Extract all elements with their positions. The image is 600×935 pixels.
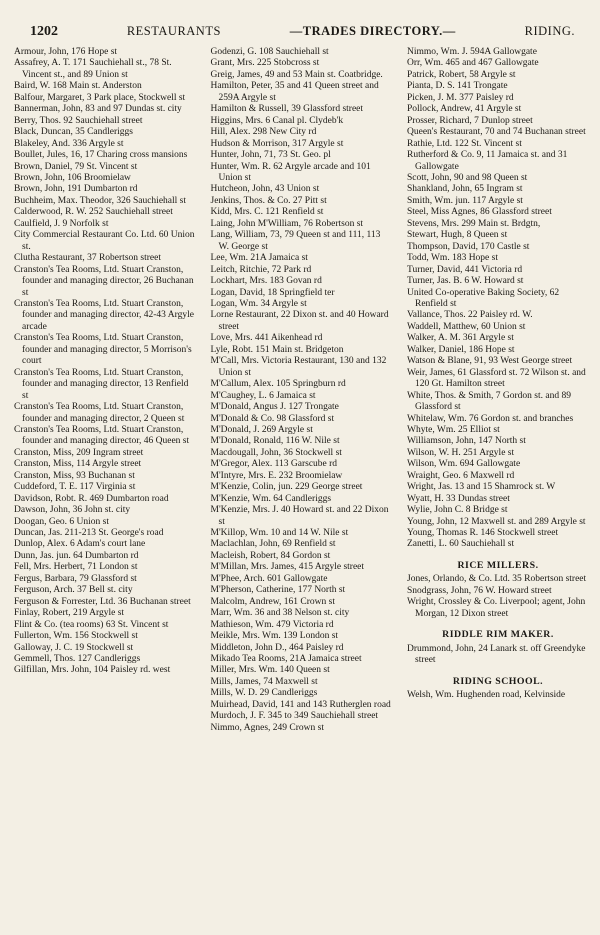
directory-entry: Turner, Jas. B. 6 W. Howard st: [407, 276, 524, 287]
directory-entry: Hamilton & Russell, 39 Glassford street: [210, 104, 364, 115]
directory-entry: Lockhart, Mrs. 183 Govan rd: [210, 276, 322, 287]
directory-entry: Cranston, Miss, 209 Ingram street: [14, 447, 144, 458]
directory-entry: Bannerman, John, 83 and 97 Dundas st. city: [14, 104, 182, 115]
directory-entry: Baird, W. 168 Main st. Anderston: [14, 81, 142, 92]
directory-entry: Mills, James, 74 Maxwell st: [210, 676, 318, 687]
directory-entry: Lyle, Robt. 151 Main st. Bridgeton: [210, 344, 344, 355]
directory-entry: M'Kenzie, Colin, jun. 229 George street: [210, 482, 363, 493]
directory-entry: Assafrey, A. T. 171 Sauchiehall st., 78 St. Vincent st., and 89 Union st: [14, 58, 172, 80]
directory-entry: Cranston's Tea Rooms, Ltd. Stuart Cranston, founder and managing director, 5 Morrison's court: [14, 333, 192, 367]
directory-entry: Balfour, Margaret, 3 Park place, Stockwell st: [14, 92, 186, 103]
directory-entry: Maclachlan, John, 69 Renfield st: [210, 539, 336, 550]
header-right-title: RIDING.: [524, 24, 575, 38]
directory-entry: Steel, Miss Agnes, 86 Glassford street: [407, 207, 552, 218]
directory-entry: Wright, Jas. 13 and 15 Shamrock st. W: [407, 482, 556, 493]
directory-entry: City Commercial Restaurant Co. Ltd. 60 Union st.: [14, 230, 195, 252]
directory-entry: M'Killop, Wm. 10 and 14 W. Nile st: [210, 528, 349, 539]
directory-entry: Wright, Crossley & Co. Liverpool; agent, John Morgan, 12 Dixon street: [407, 597, 586, 619]
directory-entry: M'Donald, Angus J. 127 Trongate: [210, 402, 339, 413]
directory-entry: Blakeley, And. 336 Argyle st: [14, 138, 124, 149]
directory-entry: Lang, William, 73, 79 Queen st and 111, 113 W. George st: [210, 230, 381, 252]
directory-entry: Miller, Mrs. Wm. 140 Queen st: [210, 665, 330, 676]
directory-entry: Scott, John, 90 and 98 Queen st: [407, 172, 528, 183]
directory-entry: Fullerton, Wm. 156 Stockwell st: [14, 631, 138, 642]
directory-entry: M'Donald, J. 269 Argyle st: [210, 424, 313, 435]
directory-entry: United Co-operative Baking Society, 62 Renfield st: [407, 287, 560, 309]
directory-entry: Cranston's Tea Rooms, Ltd. Stuart Cranston, founder and managing director, 2 Queen st: [14, 402, 185, 424]
directory-entry: Laing, John M'William, 76 Robertson st: [210, 218, 364, 229]
directory-entry: Black, Duncan, 35 Candleriggs: [14, 127, 133, 138]
directory-entry: Hill, Alex. 298 New City rd: [210, 127, 317, 138]
directory-entry: Hunter, John, 71, 73 St. Geo. pl: [210, 150, 331, 161]
directory-entry: Flint & Co. (tea rooms) 63 St. Vincent st: [14, 619, 169, 630]
directory-entry: Cranston's Tea Rooms, Ltd. Stuart Cranston, founder and managing director, 42-43 Argyle arcade: [14, 298, 194, 332]
directory-entry: Rutherford & Co. 9, 11 Jamaica st. and 31 Gallowgate: [407, 150, 568, 172]
directory-entry: Davidson, Robt. R. 469 Dumbarton road: [14, 493, 169, 504]
directory-entry: M'Kenzie, Wm. 64 Candleriggs: [210, 493, 332, 504]
directory-entry: Waddell, Matthew, 60 Union st: [407, 321, 526, 332]
directory-entry: M'Intyre, Mrs. E. 232 Broomielaw: [210, 470, 343, 481]
directory-entry: Grant, Mrs. 225 Stobcross st: [210, 58, 320, 69]
directory-entry: White, Thos. & Smith, 7 Gordon st. and 89 Glassford st: [407, 390, 571, 413]
directory-entry: Wyatt, H. 33 Dundas street: [407, 493, 510, 504]
directory-entry: Turner, David, 441 Victoria rd: [407, 264, 523, 275]
directory-entry: Buchheim, Max. Theodor, 326 Sauchiehall st: [14, 195, 186, 206]
directory-entry: Logan, David, 18 Springfield ter: [210, 287, 335, 298]
directory-entry: Weir, James, 61 Glassford st. 72 Wilson st. and 120 Gt. Hamilton street: [407, 367, 586, 390]
directory-entry: Queen's Restaurant, 70 and 74 Buchanan street: [407, 127, 586, 138]
directory-entry: Whyte, Wm. 25 Elliot st: [407, 424, 500, 435]
directory-entry: Gilfillan, Mrs. John, 104 Paisley rd. west: [14, 665, 171, 676]
directory-entry: Macleish, Robert, 84 Gordon st: [210, 550, 331, 561]
directory-entry: Brown, Daniel, 79 St. Vincent st: [14, 161, 138, 172]
directory-entry: Armour, John, 176 Hope st: [14, 47, 118, 57]
directory-entry: Wilson, Wm. 694 Gallowgate: [407, 459, 521, 470]
directory-entry: Finlay, Robert, 219 Argyle st: [14, 608, 125, 619]
directory-entry: Mikado Tea Rooms, 21A Jamaica street: [210, 654, 362, 665]
directory-entry: Nimmo, Wm. J. 594A Gallowgate: [407, 47, 537, 57]
directory-entry: Meikle, Mrs. Wm. 139 London st: [210, 631, 339, 642]
directory-entry: Fergus, Barbara, 79 Glassford st: [14, 573, 137, 584]
directory-entry: Mathieson, Wm. 479 Victoria rd: [210, 619, 334, 630]
directory-entry: Stewart, Hugh, 8 Queen st: [407, 230, 508, 241]
directory-entry: Calderwood, R. W. 252 Sauchiehall street: [14, 207, 173, 218]
directory-entry: Walker, A. M. 361 Argyle st: [407, 333, 514, 344]
directory-entry: Cuddeford, T. E. 117 Virginia st: [14, 482, 136, 493]
directory-entry: Greig, James, 49 and 53 Main st. Coatbridge.: [210, 69, 383, 80]
directory-entry: Doogan, Geo. 6 Union st: [14, 516, 109, 527]
directory-entry: Lee, Wm. 21A Jamaica st: [210, 253, 308, 264]
directory-entry: Dunn, Jas. jun. 64 Dumbarton rd: [14, 550, 139, 561]
directory-entry: Watson & Blane, 91, 93 West George street: [407, 356, 573, 367]
page-number: 1202: [30, 24, 58, 39]
directory-entry: Prosser, Richard, 7 Dunlop street: [407, 115, 533, 126]
column-left: [14, 47, 196, 734]
directory-entry: M'Millan, Mrs. James, 415 Argyle street: [210, 562, 365, 573]
directory-entry: Whitelaw, Wm. 76 Gordon st. and branches: [407, 413, 574, 424]
directory-entry: M'Caughey, L. 6 Jamaica st: [210, 390, 316, 401]
directory-entry: Nimmo, Agnes, 249 Crown st: [210, 722, 324, 733]
directory-entry: Macdougall, John, 36 Stockwell st: [210, 447, 342, 458]
directory-columns: [14, 47, 589, 734]
directory-entry: Walker, Daniel, 186 Hope st: [407, 344, 515, 355]
directory-entry: Dawson, John, 36 John st. city: [14, 505, 131, 516]
header-center-title: —TRADES DIRECTORY.—: [289, 24, 456, 38]
directory-entry: Hamilton, Peter, 35 and 41 Queen street and 259A Argyle st: [210, 81, 379, 103]
section-heading: RICE MILLERS.: [457, 559, 539, 571]
directory-entry: Godenzi, G. 108 Sauchiehall st: [210, 47, 329, 57]
directory-entry: Ferguson & Forrester, Ltd. 36 Buchanan street: [14, 596, 191, 607]
directory-entry: Berry, Thos. 92 Sauchiehall street: [14, 115, 143, 126]
directory-entry: Wilson, W. H. 251 Argyle st: [407, 447, 515, 458]
directory-entry: Williamson, John, 147 North st: [407, 436, 526, 447]
header-left-title: RESTAURANTS: [126, 24, 221, 38]
directory-entry: Murdoch, J. F. 345 to 349 Sauchiehall street: [210, 711, 379, 722]
column-middle: [211, 47, 393, 734]
directory-entry: Muirhead, David, 141 and 143 Rutherglen road: [210, 699, 391, 710]
directory-entry: Wylie, John C. 8 Bridge st: [407, 505, 508, 516]
directory-entry: Lorne Restaurant, 22 Dixon st. and 40 Howard street: [210, 310, 389, 332]
directory-entry: M'Gregor, Alex. 113 Garscube rd: [210, 459, 338, 470]
directory-entry: Hunter, Wm. R. 62 Argyle arcade and 101 Union st: [210, 161, 371, 183]
directory-entry: Todd, Wm. 183 Hope st: [407, 253, 498, 264]
directory-entry: Young, John, 12 Maxwell st. and 289 Argyle st: [407, 516, 586, 527]
directory-entry: Marr, Wm. 36 and 38 Nelson st. city: [210, 608, 350, 619]
section-heading: RIDING SCHOOL.: [452, 675, 544, 687]
directory-entry: Stevens, Mrs. 299 Main st. Brdgtn,: [407, 218, 541, 229]
directory-entry: Higgins, Mrs. 6 Canal pl. Clydeb'k: [210, 115, 344, 126]
directory-entry: Leitch, Ritchie, 72 Park rd: [210, 264, 312, 275]
directory-entry: Brown, John, 191 Dumbarton rd: [14, 184, 138, 195]
directory-entry: M'Kenzie, Mrs. J. 40 Howard st. and 22 Dixon st: [210, 505, 389, 527]
directory-entry: Vallance, Thos. 22 Paisley rd. W.: [407, 310, 533, 321]
directory-entry: Middleton, John D., 464 Paisley rd: [210, 642, 344, 653]
section-heading: RIDDLE RIM MAKER.: [442, 629, 554, 641]
directory-entry: Malcolm, Andrew, 161 Crown st: [210, 596, 335, 607]
directory-entry: Love, Mrs. 441 Aikenhead rd: [210, 333, 323, 344]
directory-entry: M'Phee, Arch. 601 Gallowgate: [210, 573, 328, 584]
directory-entry: Kidd, Mrs. C. 121 Renfield st: [210, 207, 324, 218]
directory-entry: M'Callum, Alex. 105 Springburn rd: [210, 379, 346, 390]
directory-entry: Wraight, Geo. 6 Maxwell rd: [407, 470, 515, 481]
directory-entry: M'Donald, Ronald, 116 W. Nile st: [210, 436, 340, 447]
directory-entry: Pollock, Andrew, 41 Argyle st: [407, 104, 522, 115]
directory-entry: Galloway, J. C. 19 Stockwell st: [14, 642, 134, 653]
directory-entry: Jones, Orlando, & Co. Ltd. 35 Robertson street: [407, 574, 587, 585]
directory-entry: Boullet, Jules, 16, 17 Charing cross mansions: [14, 150, 188, 161]
directory-entry: Clutha Restaurant, 37 Robertson street: [14, 253, 161, 264]
directory-entry: Patrick, Robert, 58 Argyle st: [407, 69, 516, 80]
directory-entry: Mills, W. D. 29 Candleriggs: [210, 688, 318, 699]
directory-entry: Cranston, Miss, 114 Argyle street: [14, 459, 142, 470]
directory-entry: Snodgrass, John, 76 W. Howard street: [407, 585, 552, 596]
column-right: [407, 47, 589, 734]
page-header: [30, 24, 575, 40]
directory-entry: Drummond, John, 24 Lanark st. off Greendyke street: [407, 643, 586, 666]
directory-entry: Jenkins, Thos. & Co. 27 Pitt st: [210, 195, 327, 206]
directory-entry: Zanetti, L. 60 Sauchiehall st: [407, 539, 515, 550]
directory-entry: Smith, Wm. jun. 117 Argyle st: [407, 195, 523, 206]
directory-entry: Thompson, David, 170 Castle st: [407, 241, 530, 252]
directory-entry: Gemmell, Thos. 127 Candleriggs: [14, 654, 141, 665]
directory-entry: Cranston's Tea Rooms, Ltd. Stuart Cranston, founder and managing director, 46 Queen st: [14, 424, 190, 447]
directory-entry: Brown, John, 106 Broomielaw: [14, 172, 131, 183]
directory-entry: Young, Thomas R. 146 Stockwell street: [407, 528, 559, 539]
directory-entry: Rathie, Ltd. 122 St. Vincent st: [407, 138, 522, 149]
directory-entry: M'Pherson, Catherine, 177 North st: [210, 585, 346, 596]
directory-entry: Fell, Mrs. Herbert, 71 London st: [14, 562, 138, 573]
directory-entry: M'Call, Mrs. Victoria Restaurant, 130 and 132 Union st: [210, 356, 387, 378]
directory-entry: Caulfield, J. 9 Norfolk st: [14, 218, 109, 229]
directory-entry: Hudson & Morrison, 317 Argyle st: [210, 138, 344, 149]
directory-entry: Shankland, John, 65 Ingram st: [407, 184, 523, 195]
directory-entry: Orr, Wm. 465 and 467 Gallowgate: [407, 58, 539, 69]
directory-entry: Logan, Wm. 34 Argyle st: [210, 298, 307, 309]
directory-entry: Cranston's Tea Rooms, Ltd. Stuart Cranston, founder and managing director, 13 Renfield st: [14, 367, 189, 401]
directory-entry: Duncan, Jas. 211-213 St. George's road: [14, 528, 164, 539]
directory-entry: Hutcheon, John, 43 Union st: [210, 184, 320, 195]
directory-entry: Picken, J. M. 377 Paisley rd: [407, 92, 514, 103]
directory-entry: M'Donald & Co. 98 Glassford st: [210, 413, 335, 424]
directory-entry: Ferguson, Arch. 37 Bell st. city: [14, 585, 133, 596]
directory-entry: Dunlop, Alex. 6 Adam's court lane: [14, 539, 146, 550]
directory-entry: Cranston, Miss, 93 Buchanan st: [14, 470, 135, 481]
directory-entry: Pianta, D. S. 141 Trongate: [407, 81, 508, 92]
directory-entry: Welsh, Wm. Hughenden road, Kelvinside: [407, 690, 566, 701]
directory-entry: Cranston's Tea Rooms, Ltd. Stuart Cranston, founder and managing director, 26 Buchanan st: [14, 264, 194, 298]
